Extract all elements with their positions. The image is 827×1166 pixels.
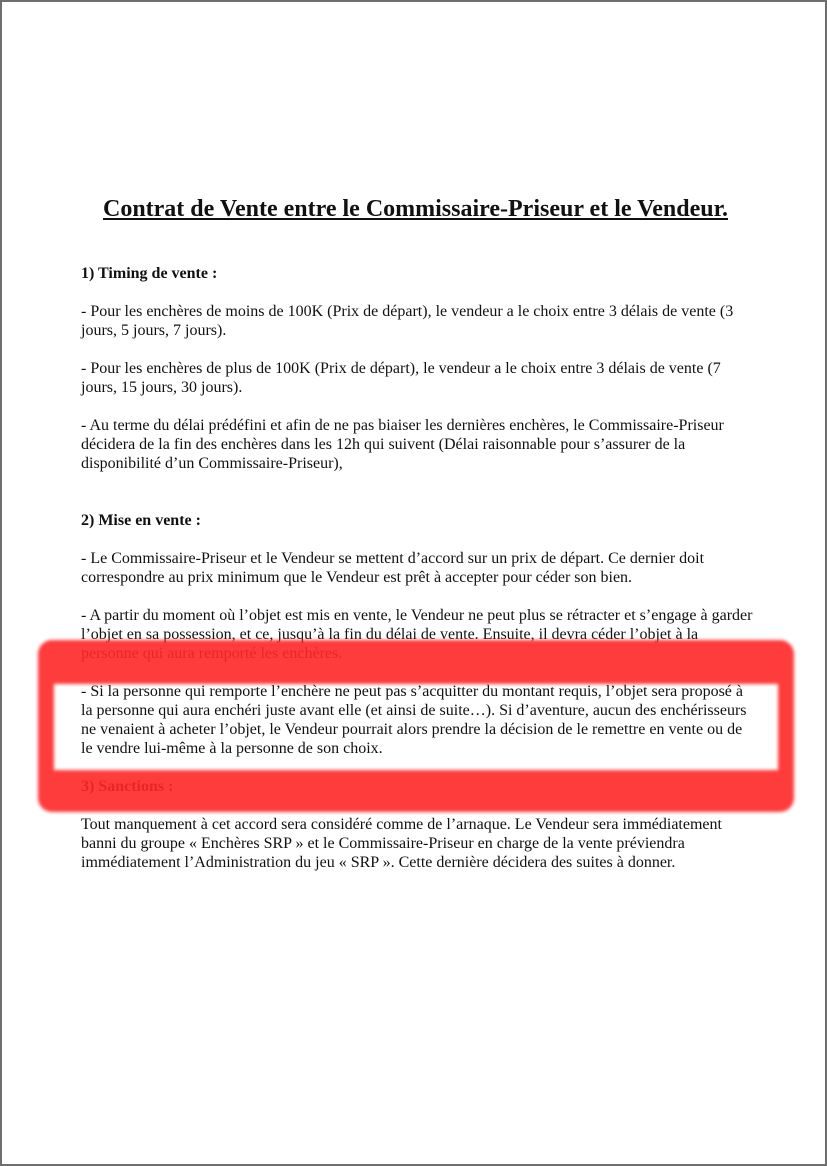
- paragraph: - A partir du moment où l’objet est mis en vente, le Vendeur ne peut plus se rétracter et s’engage à garder l’objet en sa possession, et ce, jusqu’à la fin du délai de vente. Ensuite, il devra céder l’objet à la personne qui aura remporté les enchères.: [81, 607, 753, 662]
- section-heading-mise-en-vente: 2) Mise en vente :: [81, 512, 201, 529]
- document-body: [81, 264, 753, 891]
- paragraph: - Pour les enchères de plus de 100K (Prix de départ), le vendeur a le choix entre 3 délais de vente (7 jours, 15 jours, 30 jours).: [81, 360, 721, 396]
- paragraph: - Au terme du délai prédéfini et afin de ne pas biaiser les dernières enchères, le Commissaire-Priseur décidera de la fin des enchères dans les 12h qui suivent (Délai raisonnable pour s’assurer de la disponibilité d’un Commissaire-Priseur),: [81, 417, 724, 472]
- section-heading-timing: 1) Timing de vente :: [81, 265, 218, 282]
- paragraph: - Le Commissaire-Priseur et le Vendeur se mettent d’accord sur un prix de départ. Ce dernier doit correspondre au prix minimum que le Vendeur est prêt à accepter pour céder son bien.: [81, 550, 705, 586]
- paragraph: Tout manquement à cet accord sera considéré comme de l’arnaque. Le Vendeur sera immédiatement banni du groupe « Enchères SRP » et le Commissaire-Priseur en charge de la vente préviendra immédiatement l’Administration du jeu « SRP ». Cette dernière décidera des suites à donner.: [81, 816, 722, 871]
- highlighted-paragraph: - Si la personne qui remporte l’enchère ne peut pas s’acquitter du montant requis, l’objet sera proposé à la personne qui aura enchéri juste avant elle (et ainsi de suite…). Si d’aventure, aucun des enchérisseurs ne venaient à acheter l’objet, le Vendeur pourrait alors prendre la décision de le remettre en vente ou de le vendre lui-même à la personne de son choix.: [81, 683, 747, 757]
- spacer: [81, 492, 753, 511]
- document-title: Contrat de Vente entre le Commissaire-Priseur et le Vendeur.: [102, 196, 729, 222]
- section-heading-sanctions: 3) Sanctions :: [81, 778, 174, 795]
- paragraph: - Pour les enchères de moins de 100K (Prix de départ), le vendeur a le choix entre 3 délais de vente (3 jours, 5 jours, 7 jours).: [81, 303, 734, 339]
